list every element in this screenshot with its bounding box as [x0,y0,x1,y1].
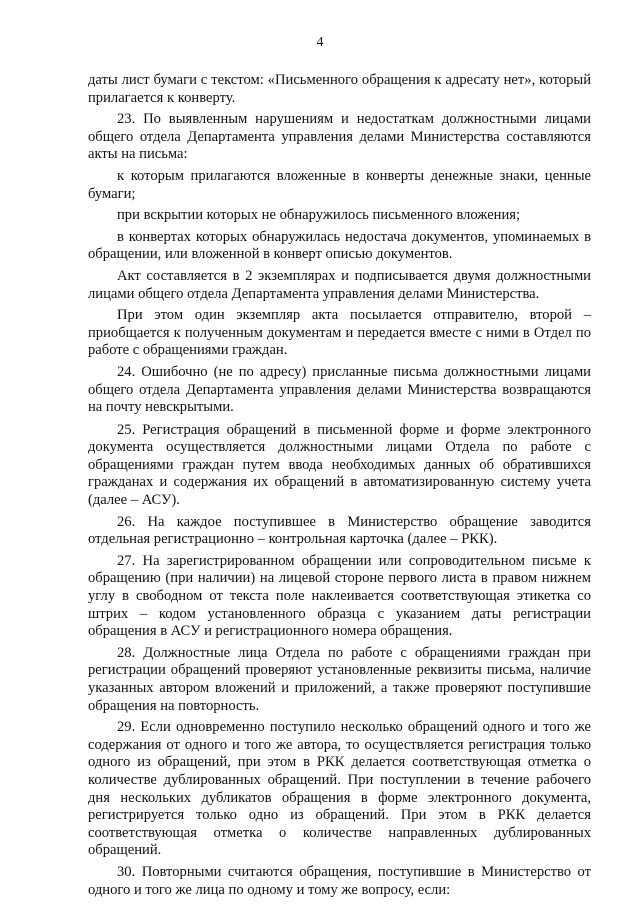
paragraph-act-copies: Акт составляется в 2 экземплярах и подписывается двумя должностными лицами общего отдела Департамента управления делами Министерства. [88,267,591,302]
paragraph-item-28: 28. Должностные лица Отдела по работе с обращениями граждан при регистрации обращений проверяют установленные реквизиты письма, наличие указанных автором вложений и приложений, а также проверяют поступившие обращения на повторность. [88,644,591,714]
paragraph-item-23-case-3: в конвертах которых обнаружилась недостача документов, упоминаемых в обращении, или вложенной в конверт описью документов. [88,228,591,263]
page-number: 4 [316,35,324,50]
paragraph-item-29: 29. Если одновременно поступило несколько обращений одного и того же содержания от одного и того же автора, то осуществляется регистрация только одного из обращений, при этом в РКК делается соответствующая отметка о количестве дублированных обращений. При поступлении в течение рабочего дня нескольких дубликатов обращения в форме электронного документа, регистрируется только одно из обращений. При этом в РКК делается соответствующая отметка о количестве направленных дублированных обращений. [88,719,591,859]
document-body [88,72,591,899]
paragraph-item-23-case-2: при вскрытии которых не обнаружилось письменного вложения; [117,207,521,224]
paragraph-item-27: 27. На зарегистрированном обращении или сопроводительном письме к обращению (при наличии) на лицевой стороне первого листа в правом нижнем углу в свободном от текста поле наклеивается соответствующая этикетка со штрих – кодом установленного образца с указанием даты регистрации обращения в АСУ и регистрационного номера обращения. [88,552,591,640]
paragraph-item-24: 24. Ошибочно (не по адресу) присланные письма должностными лицами общего отдела Департамента управления делами Министерства возвращаются на почту невскрытыми. [88,363,591,416]
paragraph-item-26: 26. На каждое поступившее в Министерство обращение заводится отдельная регистрационно – контрольная карточка (далее – РКК). [88,513,591,548]
paragraph-item-25: 25. Регистрация обращений в письменной форме и форме электронного документа осуществляется должностными лицами Отдела по работе с обращениями граждан путем ввода необходимых данных об обратившихся гражданах и содержания их обращений в автоматизированную систему учета (далее – АСУ). [88,421,591,509]
paragraph-continuation: даты лист бумаги с текстом: «Письменного обращения к адресату нет», который прилагается к конверту. [88,72,591,106]
paragraph-item-23: 23. По выявленным нарушениям и недостаткам должностными лицами общего отдела Департамента управления делами Министерства составляются акты на письма: [88,111,591,163]
paragraph-item-23-case-1: к которым прилагаются вложенные в конверты денежные знаки, ценные бумаги; [88,167,591,202]
paragraph-item-30: 30. Повторными считаются обращения, поступившие в Министерство от одного и того же лица по одному и тому же вопросу, если: [88,863,591,898]
paragraph-act-distribution: При этом один экземпляр акта посылается отправителю, второй – приобщается к полученным документам и передается вместе с ними в Отдел по работе с обращениями граждан. [88,307,591,359]
